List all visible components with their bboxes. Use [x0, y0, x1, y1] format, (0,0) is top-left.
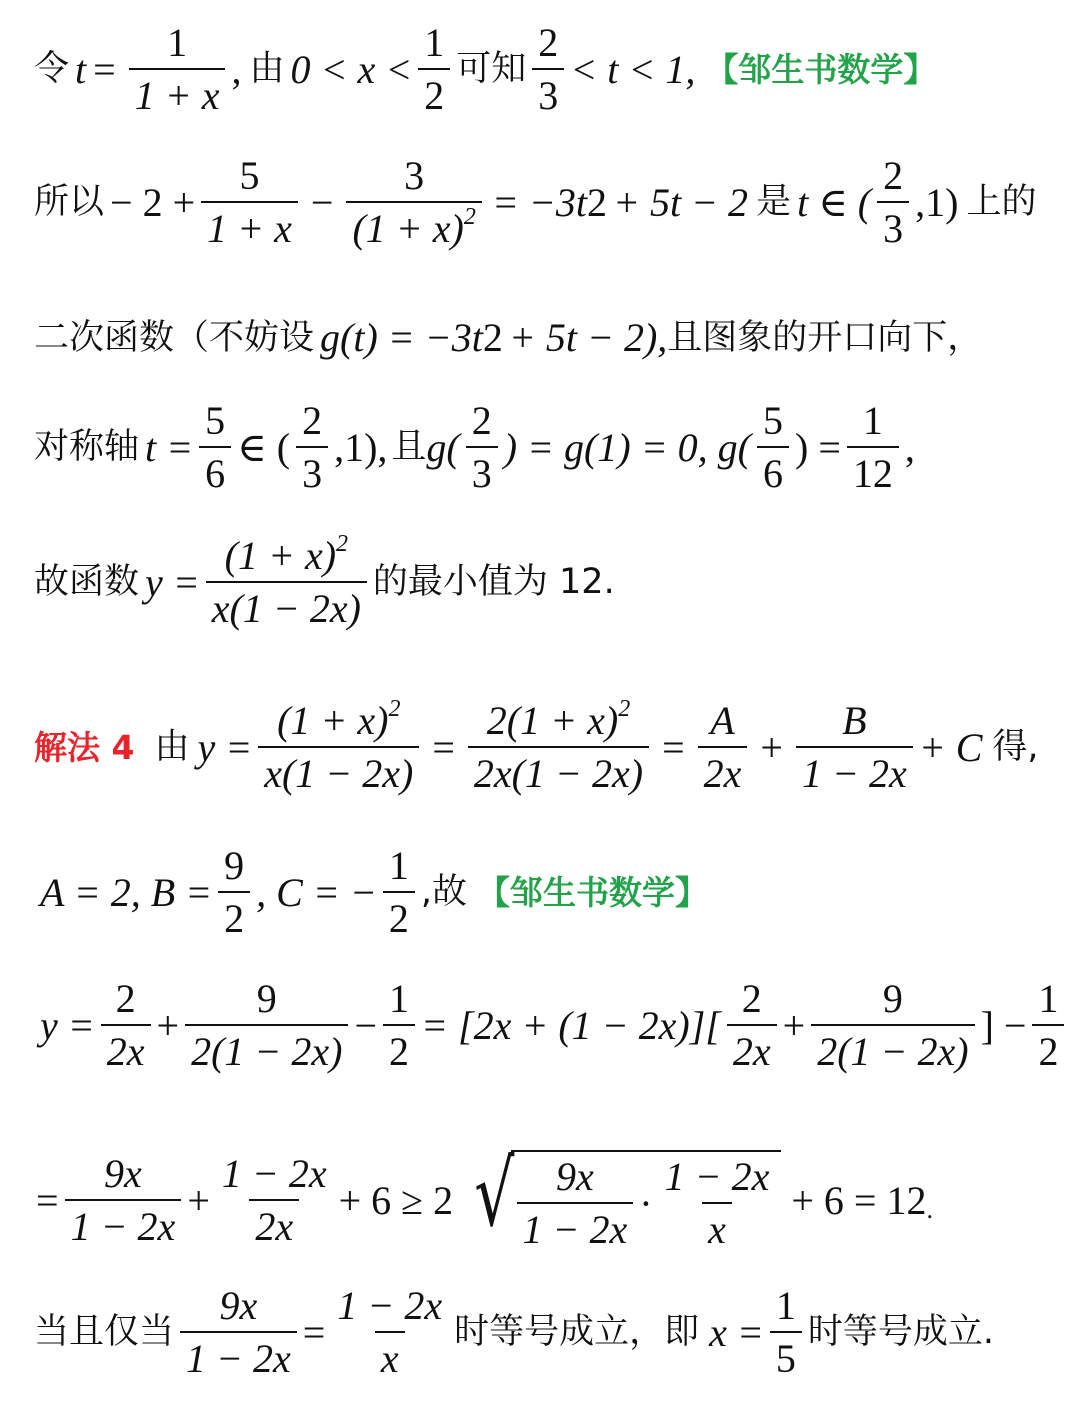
numerator: 1: [1038, 976, 1059, 1021]
denominator: 1 − 2x: [65, 1199, 182, 1248]
denominator: 3: [466, 446, 498, 495]
numerator: 2: [471, 398, 492, 443]
fraction: [258, 696, 419, 796]
numerator: 1: [424, 20, 445, 65]
denominator: 3: [877, 201, 909, 250]
numerator: 9x: [104, 1151, 142, 1196]
numerator: 1 − 2x: [221, 1151, 327, 1196]
math: =: [36, 1177, 59, 1223]
denominator: 1 + x: [201, 201, 298, 250]
numerator: 1: [389, 976, 410, 1021]
text: 二次函数（不妨设: [34, 317, 315, 358]
denominator: 6: [199, 446, 231, 495]
denominator: 2: [383, 891, 415, 940]
text: 得,: [992, 727, 1039, 767]
line-10: [34, 1285, 1060, 1380]
text: 所以: [34, 182, 105, 222]
numerator: 1: [167, 20, 188, 65]
fraction: [466, 400, 498, 495]
numerator: 9x: [555, 1154, 594, 1199]
numerator: 2: [741, 976, 762, 1021]
numerator: A: [710, 698, 735, 743]
numerator-base: 2(1 + x): [486, 698, 619, 743]
text: 由: [154, 727, 190, 767]
denominator: 2(1 − 2x): [185, 1024, 348, 1073]
fraction: [199, 400, 231, 495]
math: −: [354, 1002, 378, 1048]
text: 是: [756, 182, 792, 222]
numerator: 2: [115, 976, 136, 1021]
exponent: 2: [618, 696, 631, 722]
denominator: x: [375, 1331, 405, 1380]
exponent: 2: [336, 531, 349, 557]
numerator: 9: [224, 843, 245, 888]
numerator: 9: [882, 976, 903, 1021]
brand-tag: 【邹生书数学】: [705, 50, 937, 89]
math: +: [156, 1002, 180, 1048]
line-7: [40, 845, 1060, 940]
math: ,1): [915, 179, 959, 225]
denominator: x(1 − 2x): [258, 746, 419, 795]
numerator: 2: [883, 153, 904, 198]
radicand: [511, 1150, 782, 1251]
math: < t < 1,: [570, 46, 696, 92]
math: y =: [197, 724, 253, 770]
denominator: 2(1 − 2x): [811, 1024, 974, 1073]
text: 且图象的开口向下，: [667, 317, 983, 358]
math: g(: [426, 424, 460, 470]
line-3: 二次函数（不妨设 g(t) = −3t 2 + 5t − 2), 且图象的开口向下，: [34, 315, 983, 360]
fraction: [216, 1153, 333, 1248]
math: = [2x + (1 − 2x)][: [421, 1002, 721, 1048]
math: t: [75, 46, 87, 92]
fraction: [418, 22, 450, 117]
math: ] −: [980, 1002, 1027, 1048]
math: +: [782, 1002, 806, 1048]
denominator: 1 − 2x: [796, 746, 913, 795]
numerator: 2: [302, 398, 323, 443]
fraction: [796, 700, 913, 795]
fraction: [727, 978, 777, 1073]
denominator-base: (1 + x): [352, 206, 464, 251]
math: + 5t − 2: [612, 179, 749, 225]
fraction: [65, 1153, 182, 1248]
square-root: [457, 1142, 781, 1252]
fraction: [331, 1285, 448, 1380]
denominator: 2x: [101, 1024, 151, 1073]
text: 的最小值为 12.: [372, 562, 615, 602]
math: A = 2, B =: [40, 869, 213, 915]
denominator: 1 − 2x: [180, 1331, 297, 1380]
text: 当且仅当: [34, 1312, 175, 1352]
math: +: [187, 1177, 210, 1223]
math: , C = −: [256, 869, 377, 915]
denominator: 2x: [698, 746, 748, 795]
denominator: 1 − 2x: [517, 1202, 634, 1251]
math: −: [310, 179, 334, 225]
line-5: [34, 531, 1060, 631]
numerator: [481, 696, 636, 746]
denominator: 5: [770, 1331, 802, 1380]
math: =: [302, 1309, 326, 1355]
math: + 5t − 2),: [508, 315, 668, 360]
brand-tag: 【邹生书数学】: [476, 873, 708, 912]
math: g(t) = −3t: [320, 315, 483, 360]
denominator: 2x: [727, 1024, 777, 1073]
line-1: [34, 22, 1060, 117]
math: = −3t: [491, 179, 587, 225]
math: y =: [145, 559, 200, 605]
numerator: 5: [205, 398, 226, 443]
math: ·: [639, 1180, 653, 1226]
fraction: [1032, 978, 1064, 1073]
line-9: [36, 1142, 1060, 1252]
fraction: [811, 978, 974, 1073]
numerator: 9x: [219, 1283, 258, 1328]
math: + C: [918, 724, 983, 770]
denominator: 2: [383, 1024, 415, 1073]
fraction: [206, 531, 367, 631]
fraction: [517, 1156, 634, 1251]
fraction: [201, 155, 298, 250]
denominator: 3: [532, 68, 564, 117]
math: ,1),: [334, 424, 388, 470]
text: 时等号成立.: [807, 1312, 994, 1352]
exponent: 2: [463, 204, 476, 230]
line-8: [40, 978, 1060, 1073]
math: =: [432, 724, 455, 770]
line-4: [34, 400, 1060, 495]
math: y =: [40, 1002, 95, 1048]
denominator: x: [702, 1202, 732, 1251]
numerator: 5: [763, 398, 783, 443]
math: +: [760, 724, 783, 770]
fraction: [532, 22, 564, 117]
fraction: [101, 978, 151, 1073]
numerator: 1 − 2x: [664, 1154, 770, 1199]
numerator: B: [842, 698, 867, 743]
text: 对称轴: [34, 427, 140, 467]
text: 故函数: [34, 562, 140, 602]
fraction: [383, 845, 415, 940]
text: 由: [249, 49, 285, 89]
denominator: 1 + x: [129, 68, 226, 117]
denominator: 3: [296, 446, 328, 495]
fraction: [847, 400, 899, 495]
numerator: 2: [538, 20, 559, 65]
numerator: 3: [404, 153, 425, 198]
denominator: 12: [847, 446, 899, 495]
numerator: 5: [239, 153, 260, 198]
math: ,: [231, 46, 242, 92]
exponent: 2: [388, 696, 401, 722]
math: ) =: [795, 424, 841, 470]
numerator: 1: [388, 843, 409, 888]
numerator-base: (1 + x): [277, 698, 389, 743]
text: 可知: [456, 49, 527, 89]
method-label: 解法 4: [34, 728, 135, 767]
text: 令: [34, 49, 70, 89]
math: ) = g(1) = 0, g(: [503, 424, 751, 470]
denominator: 2: [418, 68, 450, 117]
math: x =: [709, 1309, 764, 1355]
fraction: [659, 1156, 776, 1251]
math: − 2 +: [110, 179, 196, 225]
fraction: [757, 400, 789, 495]
denominator: x(1 − 2x): [206, 581, 367, 630]
fraction: [296, 400, 328, 495]
text: 时等号成立，即: [454, 1312, 700, 1352]
numerator-base: (1 + x): [224, 533, 337, 578]
denominator: 6: [757, 446, 789, 495]
text: 且: [391, 427, 427, 467]
fraction: [180, 1285, 297, 1380]
math: t =: [145, 424, 194, 470]
fraction: [129, 22, 226, 117]
numerator: 1: [775, 1283, 796, 1328]
math: + 6 ≥ 2: [338, 1177, 454, 1223]
math: =: [662, 724, 685, 770]
line-2: 所以 − 2 + $\frac{5}{1 + x}$ − $\frac{3}{(1 + x)^2}$ = −3t 2 + 5t − 2 是 t ∈ ( $\frac{2}{3}$ ,1) 上的: [34, 153, 1037, 251]
math: + 6 = 12: [791, 1177, 927, 1223]
denominator: 2: [218, 891, 250, 940]
math: .: [926, 1195, 933, 1224]
fraction: [346, 155, 481, 250]
numerator: [271, 696, 406, 746]
denominator: 2x: [249, 1199, 299, 1248]
radical-sign-icon: √: [474, 1142, 515, 1247]
fraction: [770, 1285, 802, 1380]
fraction: [218, 845, 250, 940]
math: ∈ (: [237, 424, 291, 470]
fraction: [185, 978, 348, 1073]
text: ,故: [420, 872, 467, 912]
numerator: 9: [256, 976, 277, 1021]
fraction: [877, 155, 909, 250]
fraction: [698, 700, 748, 795]
numerator: 1 − 2x: [337, 1283, 443, 1328]
text: 上的: [966, 182, 1037, 222]
fraction: [383, 978, 415, 1073]
math: =: [93, 46, 116, 92]
denominator: 2: [1032, 1024, 1064, 1073]
math: 0 < x <: [290, 46, 413, 92]
numerator: [219, 531, 354, 581]
denominator: [346, 201, 481, 250]
fraction: [468, 696, 649, 796]
math: ,: [904, 424, 915, 470]
math: t ∈ (: [797, 179, 872, 225]
numerator: 1: [862, 398, 883, 443]
line-6: [34, 696, 1060, 796]
denominator: 2x(1 − 2x): [468, 746, 649, 795]
